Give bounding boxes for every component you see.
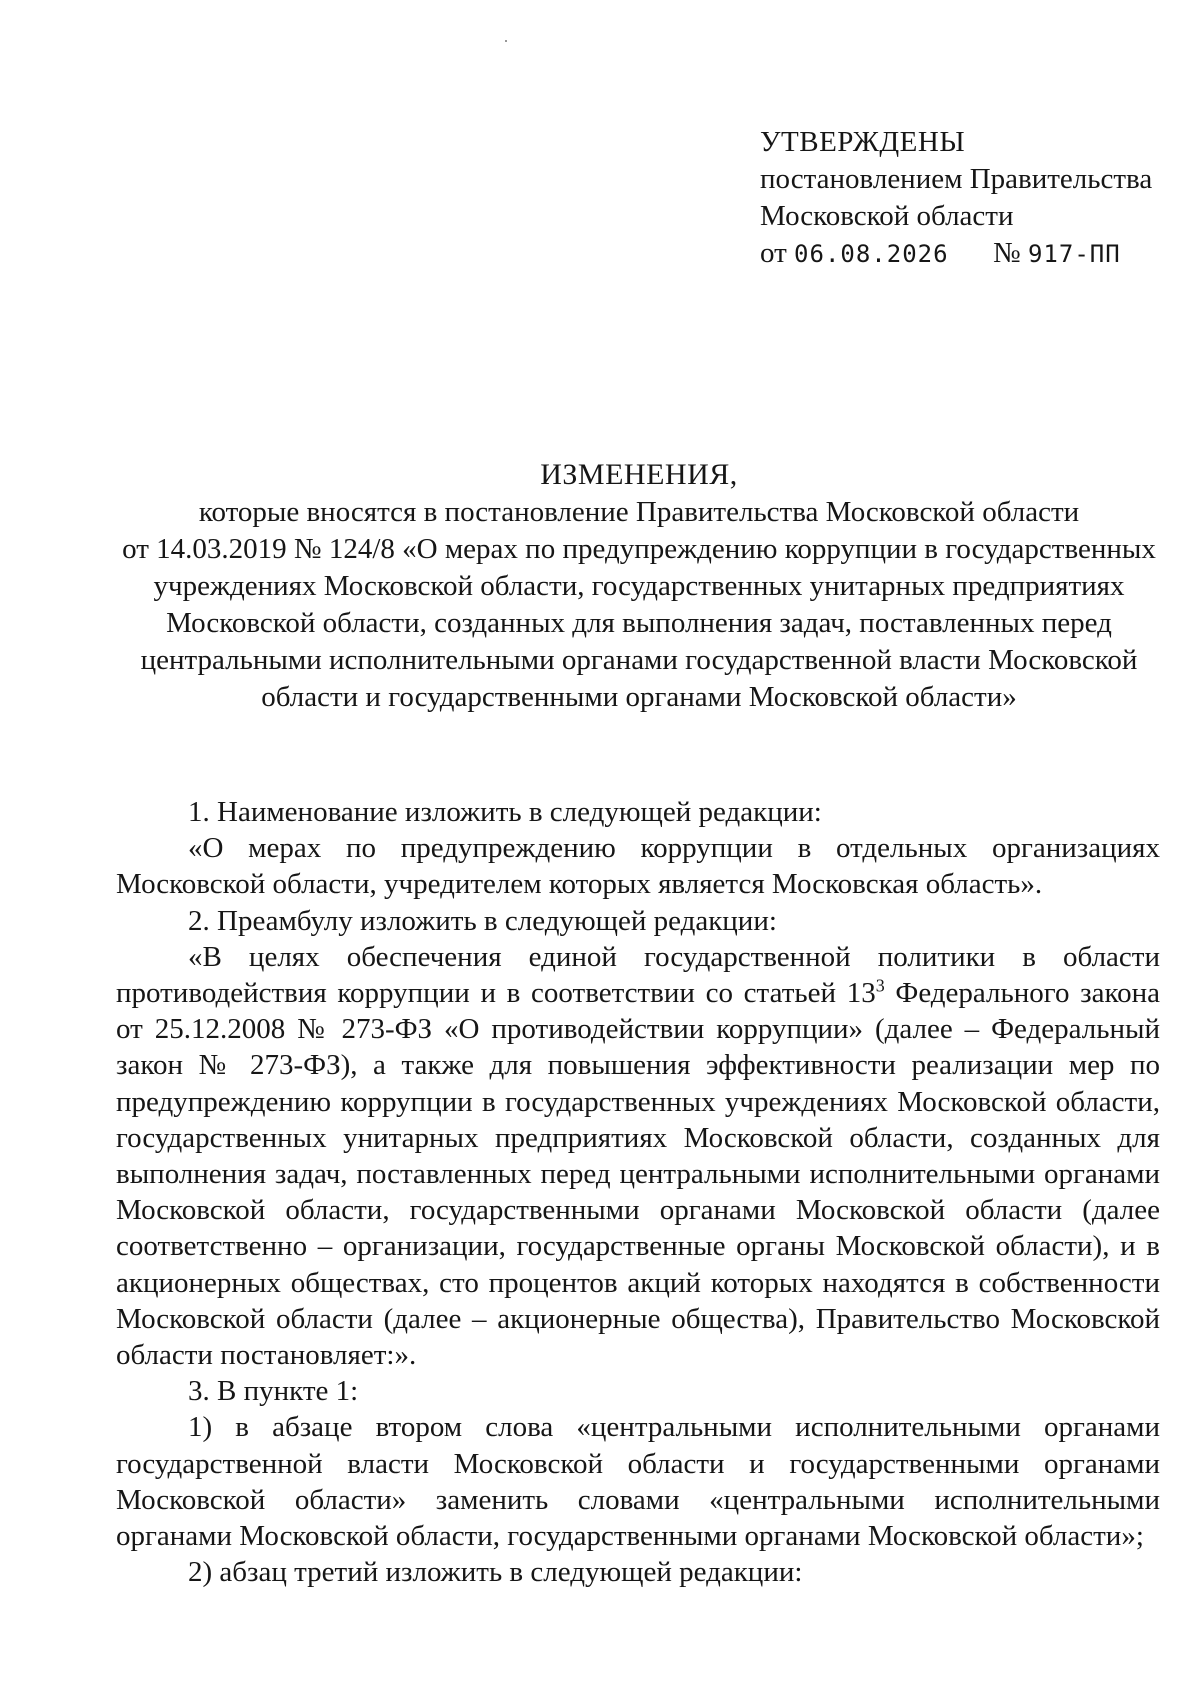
paragraph-1: 1. Наименование изложить в следующей редакции: xyxy=(188,796,822,828)
title-line-5: центральными исполнительными органами государственной власти Московской xyxy=(140,644,1138,676)
title-line-6: области и государственными органами Московской области» xyxy=(261,681,1017,713)
paragraph-2: «О мерах по предупреждению коррупции в отдельных организациях Московской области, учредителем которых является Московская область». xyxy=(116,832,1160,901)
paragraph-3: 2. Преамбулу изложить в следующей редакции: xyxy=(188,904,777,937)
approval-heading: УТВЕРЖДЕНЫ xyxy=(760,126,966,158)
approval-number: 917-ПП xyxy=(1027,240,1121,268)
document-title: ИЗМЕНЕНИЯ, xyxy=(540,458,738,491)
title-line-2: от 14.03.2019 № 124/8 «О мерах по предупреждению коррупции в государственных xyxy=(122,533,1156,565)
approval-stamp-block xyxy=(760,124,1152,273)
paragraph-6: 1) в абзаце втором слова «центральными исполнительными органами государственной власти Московской области и государственными органами Московской области» заменить словами «центральными исполнительными органами Московской области, государственными органами Московской области»; xyxy=(116,1411,1160,1553)
number-sign: № xyxy=(993,237,1021,269)
paragraph-4-part-1: «В целях обеспечения единой государственной политики в области противодействия коррупции и в соответствии со статьей 13 xyxy=(116,940,1160,1010)
document-body xyxy=(116,794,1160,1590)
paragraph-7: 2) абзац третий изложить в следующей редакции: xyxy=(188,1556,803,1589)
paragraph-4 xyxy=(116,939,1160,1373)
title-line-4: Московской области, созданных для выполнения задач, поставленных перед xyxy=(166,607,1112,639)
paragraph-4-part-2: Федерального закона от 25.12.2008 № 273-ФЗ «О противодействии коррупции» (далее – Федеральный закон № 273-ФЗ), а также для повышения эффективности реализации мер по предупреждению коррупции в государственных учреждениях Московской области, государственных унитарных предприятиях Московской области, созданных для выполнения задач, поставленных перед центральными исполнительными органами Московской области, государственными органами Московской области (далее соответственно – организации, государственные органы Московской области), и в акционерных обществах, сто процентов акций которых находятся в собственности Московской области (далее – акционерные общества), Правительство Московской области постановляет:». xyxy=(116,977,1160,1372)
approval-date: 06.08.2026 xyxy=(794,240,949,268)
scan-speck xyxy=(505,40,507,42)
document-title-block xyxy=(118,456,1160,716)
approval-line-1: постановлением Правительства xyxy=(760,163,1153,195)
title-line-3: учреждениях Московской области, государственных унитарных предприятиях xyxy=(153,570,1125,602)
approval-line-2: Московской области xyxy=(760,200,1014,232)
date-prefix: от xyxy=(760,237,787,269)
approval-date-line xyxy=(760,235,1152,273)
paragraph-5: 3. В пункте 1: xyxy=(188,1375,359,1408)
article-superscript: 3 xyxy=(875,975,885,996)
title-line-1: которые вносятся в постановление Правительства Московской области xyxy=(198,496,1080,528)
